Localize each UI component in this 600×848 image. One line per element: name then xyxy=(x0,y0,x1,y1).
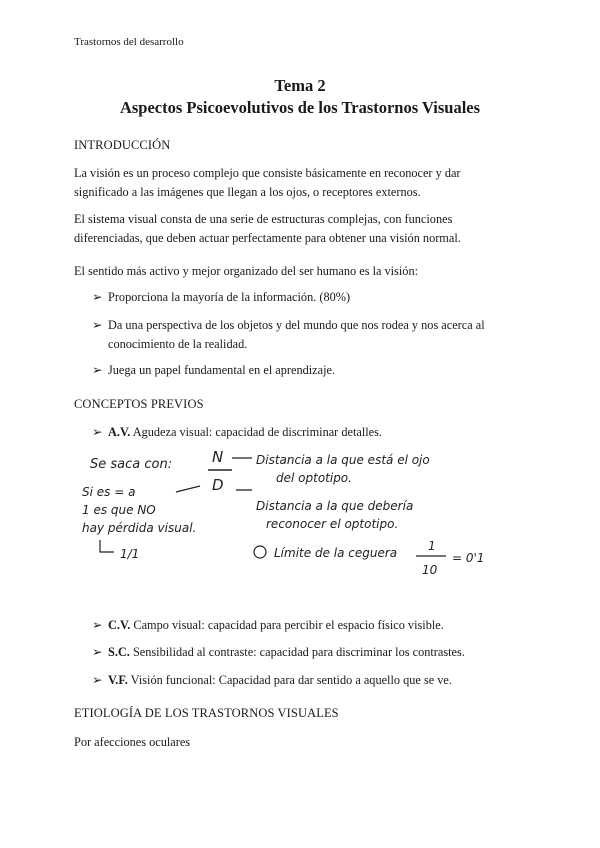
intro-paragraph-3: El sentido más activo y mejor organizado del ser humano es la visión: xyxy=(74,264,419,278)
intro-paragraph-1: La visión es un proceso complejo que consiste básicamente en reconocer y dar significado a las imágenes que llegan a los ojos, o receptores externos. xyxy=(74,166,461,199)
section-heading-intro: INTRODUCCIÓN xyxy=(74,138,171,152)
arrow-bullet-icon: ➢ xyxy=(92,673,103,687)
handwritten-line: Si es = a xyxy=(82,485,136,499)
handwritten-notes xyxy=(80,440,520,590)
section-heading-etiologia: ETIOLOGÍA DE LOS TRASTORNOS VISUALES xyxy=(74,706,339,720)
handwritten-line: Distancia a la que debería xyxy=(256,499,414,513)
handwritten-line: del optotipo. xyxy=(276,471,352,485)
list-item: ➢ Proporciona la mayoría de la información. (80%) xyxy=(92,288,538,307)
subsection-label: Por afecciones oculares xyxy=(74,735,191,749)
running-header: Trastornos del desarrollo xyxy=(74,36,184,48)
handwritten-line: = 0'1 xyxy=(452,551,485,565)
handwritten-line: Límite de la ceguera xyxy=(274,546,398,560)
handwritten-line: 10 xyxy=(422,563,438,577)
list-item: ➢ C.V. Campo visual: capacidad para percibir el espacio físico visible. xyxy=(92,616,538,635)
section-heading-conceptos: CONCEPTOS PREVIOS xyxy=(74,397,204,411)
handwritten-line: 1/1 xyxy=(120,547,140,561)
handwritten-n: N xyxy=(212,448,224,466)
arrow-bullet-icon: ➢ xyxy=(92,425,103,439)
list-item: ➢ S.C. Sensibilidad al contraste: capacidad para discriminar los contrastes. xyxy=(92,643,538,662)
intro-paragraph-2: El sistema visual consta de una serie de estructuras complejas, con funciones diferenciadas, que deben actuar perfectamente para obtener una visión normal. xyxy=(74,212,461,245)
handwritten-line: 1 xyxy=(428,539,436,553)
handwritten-line: hay pérdida visual. xyxy=(82,521,197,535)
handwritten-d: D xyxy=(212,476,224,494)
topic-number: Tema 2 xyxy=(274,76,326,95)
arrow-bullet-icon: ➢ xyxy=(92,618,103,632)
handwritten-line: Distancia a la que está el ojo xyxy=(256,453,430,467)
handwritten-line: reconocer el optotipo. xyxy=(266,517,399,531)
arrow-bullet-icon: ➢ xyxy=(92,318,103,332)
list-item: ➢ V.F. Visión funcional: Capacidad para dar sentido a aquello que se ve. xyxy=(92,671,538,690)
handwritten-line: 1 es que NO xyxy=(82,503,156,517)
list-item: ➢ Da una perspectiva de los objetos y del mundo que nos rodea y nos acerca al conocimiento de la realidad. xyxy=(92,318,485,351)
page-title: Aspectos Psicoevolutivos de los Trastornos Visuales xyxy=(119,98,481,117)
arrow-bullet-icon: ➢ xyxy=(92,363,103,377)
list-item: ➢ Juega un papel fundamental en el aprendizaje. xyxy=(92,361,538,380)
arrow-bullet-icon: ➢ xyxy=(92,645,103,659)
list-item: ➢ A.V. Agudeza visual: capacidad de discriminar detalles. xyxy=(92,423,538,442)
handwritten-line: Se saca con: xyxy=(90,457,173,472)
arrow-bullet-icon: ➢ xyxy=(92,290,103,304)
